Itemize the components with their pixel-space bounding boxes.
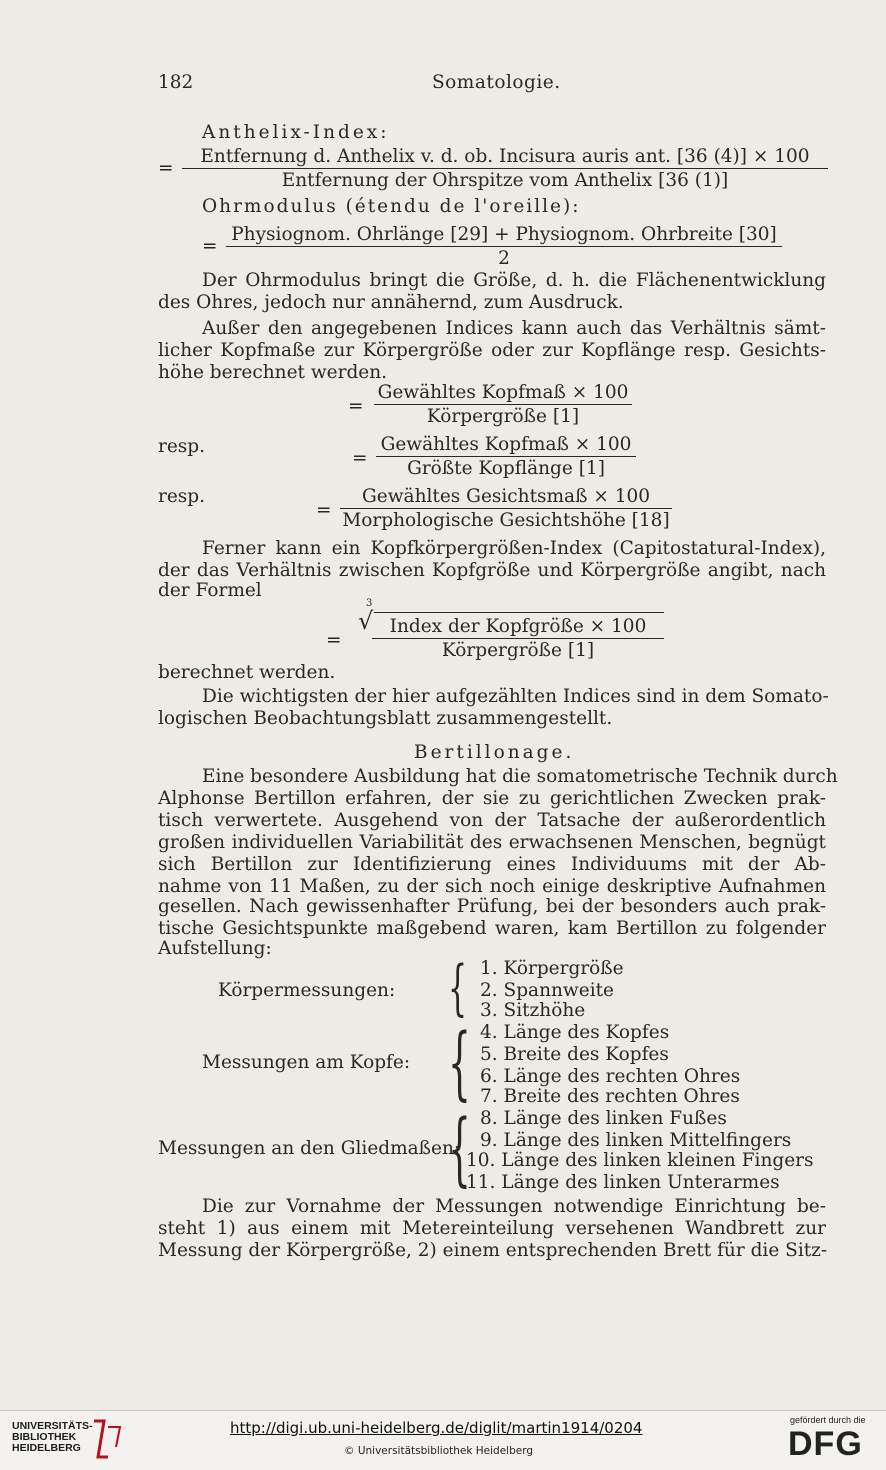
list-item: 6. Länge des rechten Ohres bbox=[480, 1066, 741, 1087]
group-label-gliedmassen: Messungen an den Gliedmaßen: bbox=[158, 1138, 461, 1159]
radical-sign: √ bbox=[358, 607, 374, 635]
fraction-denominator: Körpergröße [1] bbox=[441, 640, 595, 661]
paragraph-line: tisch verwertete. Ausgehend von der Tatsache der außerordentlich bbox=[158, 810, 826, 831]
fraction-numerator: Physiognom. Ohrlänge [29] + Physiognom. Ohrbreite [30] bbox=[226, 224, 782, 247]
paragraph-line: Aufstellung: bbox=[158, 938, 272, 959]
paragraph-line: Die zur Vornahme der Messungen notwendige Einrichtung be- bbox=[202, 1196, 826, 1217]
fraction-numerator: Gewähltes Gesichtsmaß × 100 bbox=[340, 486, 672, 509]
fraction-numerator: Index der Kopfgröße × 100 bbox=[372, 616, 664, 639]
paragraph-line: der Formel bbox=[158, 580, 262, 601]
formula-equals: = bbox=[348, 396, 364, 417]
library-logo-text: UNIVERSITÄTS- BIBLIOTHEK HEIDELBERG bbox=[12, 1420, 93, 1454]
page-number: 182 bbox=[158, 72, 194, 93]
brace-icon: { bbox=[448, 1016, 471, 1109]
formula-prefix: resp. bbox=[158, 436, 206, 457]
paragraph-line: steht 1) aus einem mit Metereinteilung versehenen Wandbrett zur bbox=[158, 1218, 826, 1239]
fraction-denominator: Morphologische Gesichtshöhe [18] bbox=[342, 510, 670, 531]
gesichtsmass-fraction bbox=[340, 486, 672, 531]
cubic-equals: = bbox=[326, 630, 342, 651]
formula-equals: = bbox=[316, 500, 332, 521]
formula-equals: = bbox=[352, 448, 368, 469]
paragraph-line: Ferner kann ein Kopfkörpergrößen-Index (Capitostatural-Index), bbox=[202, 538, 826, 559]
paragraph-line: nahme von 11 Maßen, zu der sich noch einige deskriptive Aufnahmen bbox=[158, 876, 826, 897]
formula-prefix: resp. bbox=[158, 486, 206, 507]
paragraph-line: höhe berechnet werden. bbox=[158, 362, 388, 383]
anthelix-fraction bbox=[182, 146, 828, 191]
fraction-numerator: Gewähltes Kopfmaß × 100 bbox=[376, 434, 636, 457]
ohrmodulus-fraction bbox=[226, 224, 782, 269]
fraction-numerator: Entfernung d. Anthelix v. d. ob. Incisura auris ant. [36 (4)] × 100 bbox=[182, 146, 828, 169]
library-emblem-icon bbox=[88, 1417, 124, 1463]
anthelix-heading: Anthelix-Index: bbox=[202, 122, 390, 143]
list-item: 4. Länge des Kopfes bbox=[480, 1022, 670, 1043]
group-label-koerper: Körpermessungen: bbox=[218, 980, 396, 1001]
list-item: 8. Länge des linken Fußes bbox=[480, 1108, 727, 1129]
paragraph-line: licher Kopfmaße zur Körpergröße oder zur Kopflänge resp. Gesichts- bbox=[158, 340, 826, 361]
ohrmodulus-equals: = bbox=[202, 236, 218, 257]
dfg-logo: DFG bbox=[788, 1425, 863, 1463]
paragraph-line: sich Bertillon zur Identifizierung eines Individuums mit der Ab- bbox=[158, 854, 826, 875]
copyright-text: © Universitätsbibliothek Heidelberg bbox=[344, 1445, 534, 1457]
paragraph-line: gesellen. Nach gewissenhafter Prüfung, bei der besonders auch prak- bbox=[158, 896, 826, 917]
group-label-kopf: Messungen am Kopfe: bbox=[202, 1052, 411, 1073]
list-item: 2. Spannweite bbox=[480, 980, 614, 1001]
root-index: 3 bbox=[366, 598, 373, 609]
paragraph-line: tische Gesichtspunkte maßgebend waren, kam Bertillon zu folgender bbox=[158, 918, 826, 939]
funding-note: gefördert durch die bbox=[790, 1415, 866, 1425]
paragraph-line: Der Ohrmodulus bringt die Größe, d. h. die Flächenentwicklung bbox=[202, 270, 826, 291]
permalink-url[interactable]: http://digi.ub.uni-heidelberg.de/diglit/martin1914/0204 bbox=[230, 1419, 643, 1437]
list-item: 11. Länge des linken Unterarmes bbox=[466, 1172, 780, 1193]
list-item: 9. Länge des linken Mittelfingers bbox=[480, 1130, 792, 1151]
fraction-denominator: Entfernung der Ohrspitze vom Anthelix [36 (1)] bbox=[281, 170, 729, 191]
list-item: 5. Breite des Kopfes bbox=[480, 1044, 669, 1065]
kopfmass-koerpergroesse-fraction bbox=[374, 382, 632, 427]
ohrmodulus-heading: Ohrmodulus (étendu de l'oreille): bbox=[202, 196, 581, 217]
fraction-denominator: Größte Kopflänge [1] bbox=[407, 458, 605, 479]
paragraph-line: großen individuellen Variabilität des erwachsenen Menschen, begnügt bbox=[158, 832, 826, 853]
paragraph-line: des Ohres, jedoch nur annähernd, zum Ausdruck. bbox=[158, 292, 624, 313]
fraction-denominator: Körpergröße [1] bbox=[426, 406, 580, 427]
list-item: 7. Breite des rechten Ohres bbox=[480, 1086, 740, 1107]
fraction-denominator: 2 bbox=[498, 248, 510, 269]
brace-icon: { bbox=[448, 1102, 471, 1195]
paragraph-line: Außer den angegebenen Indices kann auch das Verhältnis sämt- bbox=[202, 318, 826, 339]
paragraph-line: logischen Beobachtungsblatt zusammengestellt. bbox=[158, 708, 613, 729]
paragraph-line: der das Verhältnis zwischen Kopfgröße und Körpergröße angibt, nach bbox=[158, 560, 826, 581]
paragraph-line: berechnet werden. bbox=[158, 662, 336, 683]
kopfmass-kopflaenge-fraction bbox=[376, 434, 636, 479]
viewer-footer bbox=[0, 1410, 886, 1470]
list-item: 10. Länge des linken kleinen Fingers bbox=[466, 1150, 814, 1171]
list-item: 3. Sitzhöhe bbox=[480, 1000, 586, 1021]
paragraph-line: Die wichtigsten der hier aufgezählten Indices sind in dem Somato- bbox=[202, 686, 829, 707]
section-heading: Bertillonage. bbox=[414, 742, 575, 763]
cubic-fraction bbox=[372, 616, 664, 661]
fraction-numerator: Gewähltes Kopfmaß × 100 bbox=[374, 382, 632, 405]
paragraph-line: Messung der Körpergröße, 2) einem entsprechenden Brett für die Sitz- bbox=[158, 1240, 828, 1261]
list-item: 1. Körpergröße bbox=[480, 958, 624, 979]
paragraph-line: Eine besondere Ausbildung hat die somatometrische Technik durch bbox=[202, 766, 838, 787]
running-title: Somatologie. bbox=[432, 72, 561, 93]
anthelix-equals: = bbox=[158, 158, 174, 179]
radical-bar bbox=[374, 612, 664, 613]
paragraph-line: Alphonse Bertillon erfahren, der sie zu gerichtlichen Zwecken prak- bbox=[158, 788, 826, 809]
brace-icon: { bbox=[448, 953, 468, 1023]
